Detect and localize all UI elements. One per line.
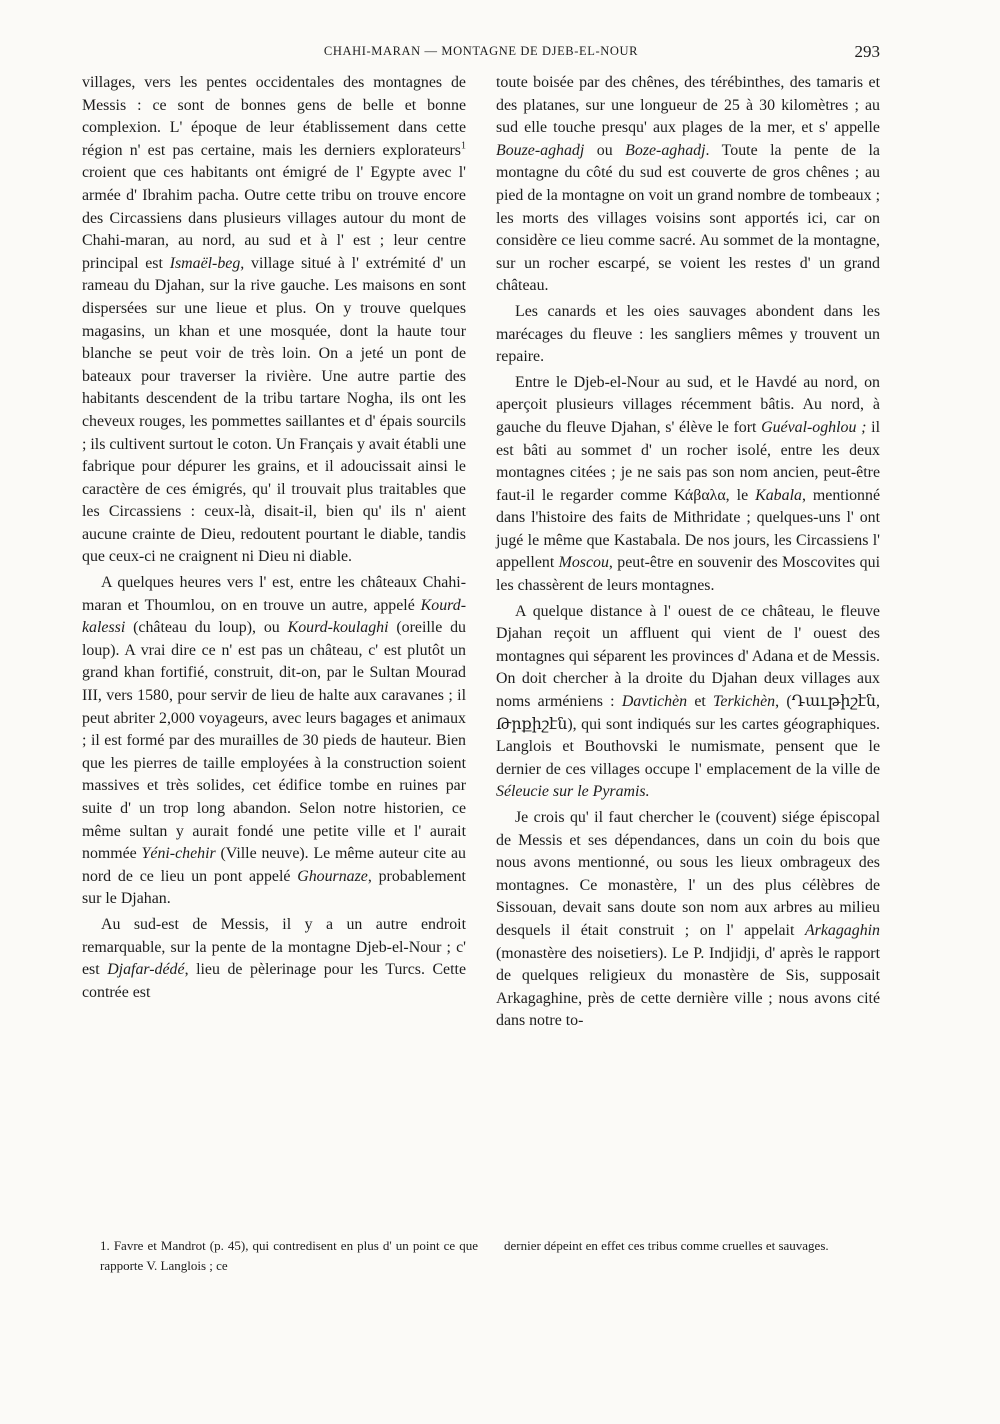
- text-run: ou: [584, 141, 626, 159]
- text-run: et: [687, 693, 714, 711]
- text-run: , probablement sur le Djahan.: [82, 867, 466, 908]
- text-run: A quelques heures vers l' est, entre les châteaux Chahi-maran et Thoumlou, on en trouve un autre, appelé: [82, 574, 466, 614]
- footnote-left: [100, 1236, 478, 1276]
- paragraph: [496, 807, 880, 1033]
- text-run: , (Դաւթիշէն, Թրքիշէն), qui sont indiqués sur les cartes géographiques. Langlois et Bouthovski le numismate, pensent que le dernier de ces villages occupe l' emplacement de la ville de: [496, 693, 880, 778]
- place-name: Guéval-oghlou ;: [761, 418, 867, 436]
- text-run: (château du loup), ou: [125, 619, 288, 637]
- place-name: Davtichèn: [621, 693, 688, 711]
- footnote-text: dernier dépeint en effet ces tribus comme cruelles et sauvages.: [504, 1238, 829, 1253]
- paragraph: [496, 601, 880, 804]
- place-name: Yéni-chehir: [141, 845, 216, 863]
- place-name: Djafar-dédé: [107, 961, 185, 979]
- text-run: (oreille du loup). A vrai dire ce n' est pas un château, c' est plutôt un grand khan fortifié, construit, dit-on, par le Sultan Mourad III, vers 1580, pour servir de lieu de halte aux caravanes ; il peut abriter 2,000 voyageurs, avec leurs bagages et animaux ; il est formé par des murailles de 30 pieds de hauteur. Bien que les pierres de taille employées à la construction soient massives et très solides, cet édifice tombe en ruines par suite d' un trop long abandon. Selon notre historien, ce même sultan y aurait fondé une petite ville et l' aurait nommée: [82, 619, 466, 863]
- text-run: A quelque distance à l' ouest de ce château, le fleuve Djahan reçoit un affluent qui vient de l' ouest des montagnes qui séparent les provinces d' Adana et de Messis. On doit chercher à la droite du Djahan deux villages aux noms arméniens :: [496, 602, 880, 711]
- text-run: , mentionné dans l'histoire des faits de Mithridate ; quelques-uns l' ont jugé le même que Kastabala. De nos jours, les Circassiens l' appellent: [496, 486, 880, 572]
- text-run: villages, vers les pentes occidentales des montagnes de Messis : ce sont de bonnes gens de belle et bonne complexion. L' époque de leur établissement dans cette région n' est pas certaine, mais les derniers explorateurs: [82, 74, 466, 159]
- place-name: Kourd-kalessi: [82, 596, 466, 637]
- footnote-ref: 1: [461, 140, 466, 152]
- place-name: Moscou: [558, 554, 609, 572]
- text-run: Entre le Djeb-el-Nour au sud, et le Havdé au nord, on aperçoit plusieurs villages récemment bâtis. Au nord, à gauche du fleuve Djahan, s' élève le fort: [496, 373, 880, 436]
- page-header: [82, 42, 880, 64]
- paragraph: [82, 72, 466, 569]
- place-name: Boze-aghadj: [625, 141, 706, 159]
- paragraph: [496, 72, 880, 298]
- paragraph: [82, 572, 466, 911]
- text-run: . Toute la pente de la montagne du côté du sud est couverte de gros chênes ; au pied de la montagne on voit un grand nombre de tombeaux ; les morts des villages voisins sont apportés ici, car on considère ce lieu comme sacré. Au sommet de la montagne, sur un rocher escarpé, se voient les restes d' un grand château.: [496, 141, 880, 295]
- text-run: , peut-être en souvenir des Moscovites qui les chassèrent de leurs montagnes.: [496, 554, 880, 595]
- running-head: CHAHI-MARAN — MONTAGNE DE DJEB-EL-NOUR: [323, 44, 639, 58]
- place-name: Bouze-aghadj: [496, 141, 585, 159]
- page-number: 293: [854, 42, 880, 61]
- text-run: Je crois qu' il faut chercher le (couvent) siége épiscopal de Messis et ses dépendances, dans un coin du bois que nous avons mentionné, ou sous les lieux ombrageux des montagnes. Ce monastère, l' un des plus célèbres de Sissouan, devait sans doute son nom aux arbres au milieu desquels il était construit ; on l' appelait: [496, 809, 880, 939]
- place-name: Kourd-koulaghi: [287, 619, 389, 637]
- place-name: Ghournaze: [297, 867, 368, 885]
- footnote-text: 1. Favre et Mandrot (p. 45), qui contredisent en plus d' un point ce que rapporte V. Langlois ; ce: [100, 1238, 478, 1273]
- text-run: il est bâti au sommet d' un rocher isolé, entre les deux montagnes citées ; je ne sais pas son nom ancien, peut-être faut-il le regarder comme Κάβαλα, le: [496, 418, 880, 504]
- text-run: croient que ces habitants ont émigré de l' Egypte avec l' armée d' Ibrahim pacha. Outre cette tribu on trouve encore des Circassiens dans plusieurs villages autour du mont de Chahi-maran, au nord, au sud et à l' est ; leur centre principal est: [82, 164, 466, 272]
- place-name: Terkichèn: [713, 693, 776, 711]
- paragraph: [82, 914, 466, 1004]
- text-run: Au sud-est de Messis, il y a un autre endroit remarquable, sur la pente de la montagne Djeb-el-Nour ; c' est: [82, 915, 466, 979]
- place-name: Arkagaghin: [804, 921, 880, 939]
- text-run: (monastère des noisetiers). Le P. Indjidji, d' après le rapport de quelques religieux du monastère de Sis, supposait Arkagaghine, près de cette dernière ville ; nous avons cité dans notre to-: [496, 944, 880, 1030]
- right-column: [496, 72, 880, 1033]
- text-run: (Ville neuve). Le même auteur cite au nord de ce lieu un pont appelé: [82, 845, 466, 885]
- paragraph: [496, 372, 880, 598]
- left-column: [82, 72, 466, 1004]
- place-name: Ismaël-beg: [169, 254, 241, 272]
- footnote-right: [504, 1236, 882, 1256]
- paragraph: Les canards et les oies sauvages abondent dans les marécages du fleuve : les sangliers mêmes y trouvent un repaire.: [496, 302, 880, 366]
- place-name: Kabala: [755, 486, 802, 504]
- place-name: Séleucie sur le Pyramis.: [496, 783, 650, 801]
- text-run: toute boisée par des chênes, des térébinthes, des tamaris et des platanes, sur une longueur de 25 à 30 kilomètres ; au sud elle touche presqu' aux plages de la mer, et s' appelle: [496, 74, 880, 137]
- text-run: , village situé à l' extrémité d' un rameau du Djahan, sur la rive gauche. Les maisons en sont dispersées sur une lieue et plus. On y trouve quelques magasins, un khan et une mosquée, dont la haute tour blanche se peut voir de très loin. On a jeté un pont de bateaux pour traverser la rivière. Une autre partie des habitants descendent de la tribu tartare Nogha, ils ont les cheveux rouges, les pommettes saillantes et d' épais sourcils ; ils cultivent surtout le coton. Un Français y avait établi une fabrique pour dépurer les grains, et il adoucissait ainsi le caractère de ces émigrés, qu' il trouvait plus traitables que les Circassiens : ceux-là, disait-il, bien qu' ils n' aient aucune crainte de Dieu, redoutent pourtant le diable, tandis que ceux-ci ne craignent ni Dieu ni diable.: [82, 254, 466, 566]
- text-run: , lieu de pèlerinage pour les Turcs. Cette contrée est: [82, 961, 466, 1001]
